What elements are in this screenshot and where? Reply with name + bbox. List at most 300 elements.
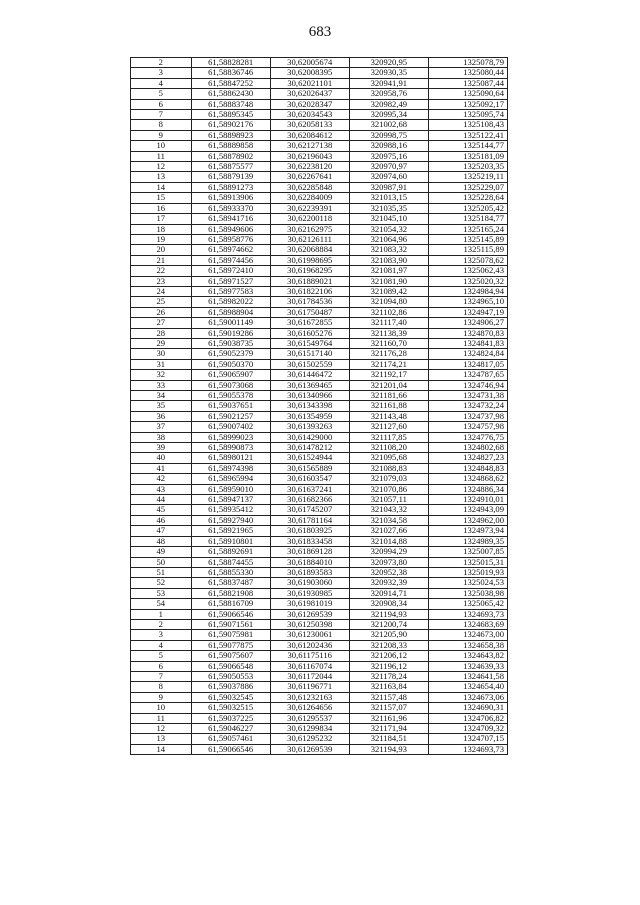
x-coordinate-cell: 320998,75	[349, 130, 428, 140]
longitude-cell: 30,61672855	[270, 318, 349, 328]
point-number-cell: 49	[131, 547, 192, 557]
longitude-cell: 30,61269539	[270, 744, 349, 754]
x-coordinate-cell: 321089,42	[349, 286, 428, 296]
point-number-cell: 51	[131, 567, 192, 577]
y-coordinate-cell: 1325087,44	[428, 78, 507, 88]
table-row	[131, 193, 508, 203]
y-coordinate-cell: 1325184,77	[428, 214, 507, 224]
x-coordinate-cell: 321102,86	[349, 307, 428, 317]
point-number-cell: 52	[131, 578, 192, 588]
longitude-cell: 30,61393263	[270, 422, 349, 432]
x-coordinate-cell: 321200,74	[349, 619, 428, 629]
x-coordinate-cell: 320995,34	[349, 110, 428, 120]
point-number-cell: 23	[131, 276, 192, 286]
longitude-cell: 30,61784536	[270, 297, 349, 307]
latitude-cell: 61,59019286	[191, 328, 270, 338]
y-coordinate-cell: 1325038,98	[428, 588, 507, 598]
longitude-cell: 30,61549764	[270, 338, 349, 348]
point-number-cell: 10	[131, 703, 192, 713]
latitude-cell: 61,58910801	[191, 536, 270, 546]
y-coordinate-cell: 1325092,17	[428, 99, 507, 109]
longitude-cell: 30,61565889	[270, 463, 349, 473]
latitude-cell: 61,58828281	[191, 58, 270, 68]
table-row	[131, 224, 508, 234]
table-row	[131, 162, 508, 172]
table-row	[131, 557, 508, 567]
y-coordinate-cell: 1324683,69	[428, 619, 507, 629]
point-number-cell: 29	[131, 338, 192, 348]
y-coordinate-cell: 1324943,09	[428, 505, 507, 515]
point-number-cell: 1	[131, 609, 192, 619]
y-coordinate-cell: 1324707,15	[428, 734, 507, 744]
table-row	[131, 724, 508, 734]
page-number: 683	[308, 24, 332, 40]
longitude-cell: 30,61869128	[270, 547, 349, 557]
point-number-cell: 8	[131, 682, 192, 692]
table-row	[131, 255, 508, 265]
x-coordinate-cell: 321081,97	[349, 266, 428, 276]
point-number-cell: 5	[131, 89, 192, 99]
x-coordinate-cell: 321108,20	[349, 443, 428, 453]
latitude-cell: 61,58862430	[191, 89, 270, 99]
y-coordinate-cell: 1324654,40	[428, 682, 507, 692]
table-row	[131, 609, 508, 619]
point-number-cell: 45	[131, 505, 192, 515]
x-coordinate-cell: 320982,49	[349, 99, 428, 109]
latitude-cell: 61,58949606	[191, 224, 270, 234]
x-coordinate-cell: 321088,83	[349, 463, 428, 473]
point-number-cell: 22	[131, 266, 192, 276]
latitude-cell: 61,58816709	[191, 599, 270, 609]
x-coordinate-cell: 320958,76	[349, 89, 428, 99]
table-row	[131, 505, 508, 515]
latitude-cell: 61,59073068	[191, 380, 270, 390]
longitude-cell: 30,61264656	[270, 703, 349, 713]
point-number-cell: 16	[131, 203, 192, 213]
latitude-cell: 61,58947137	[191, 495, 270, 505]
point-number-cell: 26	[131, 307, 192, 317]
longitude-cell: 30,61196771	[270, 682, 349, 692]
y-coordinate-cell: 1325122,41	[428, 130, 507, 140]
longitude-cell: 30,61524944	[270, 453, 349, 463]
latitude-cell: 61,58875577	[191, 162, 270, 172]
x-coordinate-cell: 321064,96	[349, 234, 428, 244]
latitude-cell: 61,58972410	[191, 266, 270, 276]
longitude-cell: 30,61998695	[270, 255, 349, 265]
y-coordinate-cell: 1324746,94	[428, 380, 507, 390]
y-coordinate-cell: 1325205,42	[428, 203, 507, 213]
x-coordinate-cell: 320920,95	[349, 58, 428, 68]
latitude-cell: 61,59050553	[191, 671, 270, 681]
point-number-cell: 10	[131, 141, 192, 151]
longitude-cell: 30,61803925	[270, 526, 349, 536]
x-coordinate-cell: 321208,33	[349, 640, 428, 650]
latitude-cell: 61,58941716	[191, 214, 270, 224]
point-number-cell: 46	[131, 515, 192, 525]
table-row	[131, 578, 508, 588]
table-row	[131, 536, 508, 546]
y-coordinate-cell: 1324737,98	[428, 411, 507, 421]
longitude-cell: 30,61369465	[270, 380, 349, 390]
latitude-cell: 61,59021257	[191, 411, 270, 421]
latitude-cell: 61,59075607	[191, 651, 270, 661]
latitude-cell: 61,59057461	[191, 734, 270, 744]
longitude-cell: 30,62008395	[270, 68, 349, 78]
point-number-cell: 20	[131, 245, 192, 255]
latitude-cell: 61,58959010	[191, 484, 270, 494]
point-number-cell: 47	[131, 526, 192, 536]
table-row	[131, 692, 508, 702]
x-coordinate-cell: 321143,48	[349, 411, 428, 421]
x-coordinate-cell: 320973,80	[349, 557, 428, 567]
table-row	[131, 380, 508, 390]
y-coordinate-cell: 1324673,00	[428, 630, 507, 640]
table-row	[131, 203, 508, 213]
table-row	[131, 297, 508, 307]
point-number-cell: 9	[131, 130, 192, 140]
point-number-cell: 48	[131, 536, 192, 546]
longitude-cell: 30,61893583	[270, 567, 349, 577]
latitude-cell: 61,58895345	[191, 110, 270, 120]
x-coordinate-cell: 320941,91	[349, 78, 428, 88]
y-coordinate-cell: 1325108,43	[428, 120, 507, 130]
latitude-cell: 61,58898923	[191, 130, 270, 140]
latitude-cell: 61,59037886	[191, 682, 270, 692]
table-row	[131, 266, 508, 276]
table-row	[131, 443, 508, 453]
latitude-cell: 61,58821908	[191, 588, 270, 598]
x-coordinate-cell: 320908,34	[349, 599, 428, 609]
longitude-cell: 30,61340966	[270, 391, 349, 401]
x-coordinate-cell: 321014,88	[349, 536, 428, 546]
longitude-cell: 30,61781164	[270, 515, 349, 525]
point-number-cell: 11	[131, 151, 192, 161]
point-number-cell: 32	[131, 370, 192, 380]
longitude-cell: 30,61167074	[270, 661, 349, 671]
table-row	[131, 671, 508, 681]
longitude-cell: 30,62284009	[270, 193, 349, 203]
longitude-cell: 30,61968295	[270, 266, 349, 276]
latitude-cell: 61,59055378	[191, 391, 270, 401]
x-coordinate-cell: 320970,97	[349, 162, 428, 172]
x-coordinate-cell: 321192,17	[349, 370, 428, 380]
longitude-cell: 30,61930985	[270, 588, 349, 598]
y-coordinate-cell: 1325115,89	[428, 245, 507, 255]
x-coordinate-cell: 321002,68	[349, 120, 428, 130]
y-coordinate-cell: 1324673,06	[428, 692, 507, 702]
longitude-cell: 30,61889021	[270, 276, 349, 286]
table-row	[131, 588, 508, 598]
point-number-cell: 6	[131, 99, 192, 109]
x-coordinate-cell: 321045,10	[349, 214, 428, 224]
y-coordinate-cell: 1324658,38	[428, 640, 507, 650]
x-coordinate-cell: 321079,03	[349, 474, 428, 484]
x-coordinate-cell: 321181,66	[349, 391, 428, 401]
x-coordinate-cell: 321206,12	[349, 651, 428, 661]
latitude-cell: 61,58889858	[191, 141, 270, 151]
latitude-cell: 61,58974456	[191, 255, 270, 265]
x-coordinate-cell: 320932,39	[349, 578, 428, 588]
y-coordinate-cell: 1324965,10	[428, 297, 507, 307]
x-coordinate-cell: 321157,48	[349, 692, 428, 702]
longitude-cell: 30,61172044	[270, 671, 349, 681]
point-number-cell: 5	[131, 651, 192, 661]
latitude-cell: 61,58855330	[191, 567, 270, 577]
y-coordinate-cell: 1325095,74	[428, 110, 507, 120]
x-coordinate-cell: 321127,60	[349, 422, 428, 432]
table-row	[131, 68, 508, 78]
table-row	[131, 307, 508, 317]
y-coordinate-cell: 1325078,79	[428, 58, 507, 68]
latitude-cell: 61,58837487	[191, 578, 270, 588]
latitude-cell: 61,58902176	[191, 120, 270, 130]
x-coordinate-cell: 320914,71	[349, 588, 428, 598]
longitude-cell: 30,61175116	[270, 651, 349, 661]
y-coordinate-cell: 1324643,82	[428, 651, 507, 661]
y-coordinate-cell: 1324731,38	[428, 391, 507, 401]
latitude-cell: 61,58988904	[191, 307, 270, 317]
table-row	[131, 526, 508, 536]
point-number-cell: 13	[131, 172, 192, 182]
x-coordinate-cell: 321057,11	[349, 495, 428, 505]
point-number-cell: 24	[131, 286, 192, 296]
y-coordinate-cell: 1324690,31	[428, 703, 507, 713]
longitude-cell: 30,62126111	[270, 234, 349, 244]
table-row	[131, 567, 508, 577]
point-number-cell: 50	[131, 557, 192, 567]
point-number-cell: 38	[131, 432, 192, 442]
x-coordinate-cell: 321205,90	[349, 630, 428, 640]
latitude-cell: 61,59032545	[191, 692, 270, 702]
longitude-cell: 30,62084612	[270, 130, 349, 140]
y-coordinate-cell: 1324706,82	[428, 713, 507, 723]
latitude-cell: 61,59071561	[191, 619, 270, 629]
latitude-cell: 61,58974662	[191, 245, 270, 255]
table-row	[131, 78, 508, 88]
longitude-cell: 30,61295232	[270, 734, 349, 744]
point-number-cell: 34	[131, 391, 192, 401]
longitude-cell: 30,62200118	[270, 214, 349, 224]
latitude-cell: 61,58974398	[191, 463, 270, 473]
y-coordinate-cell: 1324870,83	[428, 328, 507, 338]
y-coordinate-cell: 1324693,73	[428, 744, 507, 754]
latitude-cell: 61,58913906	[191, 193, 270, 203]
latitude-cell: 61,58891273	[191, 182, 270, 192]
point-number-cell: 36	[131, 411, 192, 421]
latitude-cell: 61,59066546	[191, 744, 270, 754]
x-coordinate-cell: 320988,16	[349, 141, 428, 151]
longitude-cell: 30,61637241	[270, 484, 349, 494]
table-row	[131, 151, 508, 161]
point-number-cell: 44	[131, 495, 192, 505]
y-coordinate-cell: 1325062,43	[428, 266, 507, 276]
y-coordinate-cell: 1324732,24	[428, 401, 507, 411]
x-coordinate-cell: 321176,28	[349, 349, 428, 359]
point-number-cell: 13	[131, 734, 192, 744]
longitude-cell: 30,61833458	[270, 536, 349, 546]
latitude-cell: 61,59038735	[191, 338, 270, 348]
point-number-cell: 9	[131, 692, 192, 702]
point-number-cell: 53	[131, 588, 192, 598]
table-row	[131, 515, 508, 525]
table-row	[131, 744, 508, 754]
longitude-cell: 30,61745207	[270, 505, 349, 515]
x-coordinate-cell: 321196,12	[349, 661, 428, 671]
coordinates-table-body	[131, 58, 508, 755]
y-coordinate-cell: 1325229,07	[428, 182, 507, 192]
y-coordinate-cell: 1325015,31	[428, 557, 507, 567]
longitude-cell: 30,61295537	[270, 713, 349, 723]
table-row	[131, 141, 508, 151]
x-coordinate-cell: 321157,07	[349, 703, 428, 713]
x-coordinate-cell: 321161,88	[349, 401, 428, 411]
table-row	[131, 370, 508, 380]
point-number-cell: 4	[131, 640, 192, 650]
latitude-cell: 61,59066548	[191, 661, 270, 671]
longitude-cell: 30,61299834	[270, 724, 349, 734]
y-coordinate-cell: 1325078,62	[428, 255, 507, 265]
longitude-cell: 30,62026437	[270, 89, 349, 99]
latitude-cell: 61,58958776	[191, 234, 270, 244]
table-row	[131, 99, 508, 109]
y-coordinate-cell: 1324906,27	[428, 318, 507, 328]
x-coordinate-cell: 321081,90	[349, 276, 428, 286]
x-coordinate-cell: 321184,51	[349, 734, 428, 744]
y-coordinate-cell: 1324841,83	[428, 338, 507, 348]
longitude-cell: 30,62162975	[270, 224, 349, 234]
point-number-cell: 41	[131, 463, 192, 473]
y-coordinate-cell: 1324787,65	[428, 370, 507, 380]
point-number-cell: 12	[131, 162, 192, 172]
table-row	[131, 245, 508, 255]
table-row	[131, 682, 508, 692]
x-coordinate-cell: 320974,60	[349, 172, 428, 182]
latitude-cell: 61,58874455	[191, 557, 270, 567]
latitude-cell: 61,58847252	[191, 78, 270, 88]
x-coordinate-cell: 321095,68	[349, 453, 428, 463]
table-row	[131, 495, 508, 505]
point-number-cell: 27	[131, 318, 192, 328]
table-row	[131, 130, 508, 140]
table-row	[131, 432, 508, 442]
latitude-cell: 61,58927940	[191, 515, 270, 525]
latitude-cell: 61,58879139	[191, 172, 270, 182]
x-coordinate-cell: 321035,35	[349, 203, 428, 213]
latitude-cell: 61,59007402	[191, 422, 270, 432]
point-number-cell: 42	[131, 474, 192, 484]
point-number-cell: 3	[131, 630, 192, 640]
x-coordinate-cell: 321034,58	[349, 515, 428, 525]
latitude-cell: 61,59046227	[191, 724, 270, 734]
longitude-cell: 30,61603547	[270, 474, 349, 484]
table-row	[131, 349, 508, 359]
longitude-cell: 30,61605276	[270, 328, 349, 338]
point-number-cell: 15	[131, 193, 192, 203]
latitude-cell: 61,58836746	[191, 68, 270, 78]
y-coordinate-cell: 1325080,44	[428, 68, 507, 78]
longitude-cell: 30,61884010	[270, 557, 349, 567]
longitude-cell: 30,62239391	[270, 203, 349, 213]
y-coordinate-cell: 1325181,09	[428, 151, 507, 161]
x-coordinate-cell: 321117,40	[349, 318, 428, 328]
longitude-cell: 30,61343398	[270, 401, 349, 411]
longitude-cell: 30,62028347	[270, 99, 349, 109]
y-coordinate-cell: 1324827,23	[428, 453, 507, 463]
x-coordinate-cell: 321201,04	[349, 380, 428, 390]
latitude-cell: 61,58999023	[191, 432, 270, 442]
latitude-cell: 61,58892691	[191, 547, 270, 557]
x-coordinate-cell: 321083,90	[349, 255, 428, 265]
y-coordinate-cell: 1325090,64	[428, 89, 507, 99]
point-number-cell: 4	[131, 78, 192, 88]
table-row	[131, 661, 508, 671]
point-number-cell: 8	[131, 120, 192, 130]
table-row	[131, 120, 508, 130]
longitude-cell: 30,61230061	[270, 630, 349, 640]
latitude-cell: 61,59037225	[191, 713, 270, 723]
point-number-cell: 17	[131, 214, 192, 224]
y-coordinate-cell: 1325145,89	[428, 234, 507, 244]
point-number-cell: 25	[131, 297, 192, 307]
y-coordinate-cell: 1324641,58	[428, 671, 507, 681]
table-row	[131, 630, 508, 640]
latitude-cell: 61,58977583	[191, 286, 270, 296]
latitude-cell: 61,59066546	[191, 609, 270, 619]
point-number-cell: 54	[131, 599, 192, 609]
latitude-cell: 61,59001149	[191, 318, 270, 328]
table-row	[131, 359, 508, 369]
table-row	[131, 172, 508, 182]
latitude-cell: 61,59065907	[191, 370, 270, 380]
table-row	[131, 89, 508, 99]
table-row	[131, 651, 508, 661]
y-coordinate-cell: 1324973,94	[428, 526, 507, 536]
x-coordinate-cell: 321083,32	[349, 245, 428, 255]
latitude-cell: 61,58971527	[191, 276, 270, 286]
y-coordinate-cell: 1325219,11	[428, 172, 507, 182]
y-coordinate-cell: 1325165,24	[428, 224, 507, 234]
x-coordinate-cell: 320987,91	[349, 182, 428, 192]
table-row	[131, 182, 508, 192]
point-number-cell: 43	[131, 484, 192, 494]
point-number-cell: 40	[131, 453, 192, 463]
table-row	[131, 286, 508, 296]
longitude-cell: 30,62285848	[270, 182, 349, 192]
x-coordinate-cell: 321194,93	[349, 609, 428, 619]
x-coordinate-cell: 321117,85	[349, 432, 428, 442]
y-coordinate-cell: 1324868,62	[428, 474, 507, 484]
longitude-cell: 30,61822106	[270, 286, 349, 296]
latitude-cell: 61,58935412	[191, 505, 270, 515]
table-row	[131, 547, 508, 557]
y-coordinate-cell: 1325024,53	[428, 578, 507, 588]
latitude-cell: 61,59037651	[191, 401, 270, 411]
latitude-cell: 61,59077875	[191, 640, 270, 650]
longitude-cell: 30,61517140	[270, 349, 349, 359]
latitude-cell: 61,58921965	[191, 526, 270, 536]
longitude-cell: 30,62005674	[270, 58, 349, 68]
latitude-cell: 61,58883748	[191, 99, 270, 109]
table-row	[131, 422, 508, 432]
latitude-cell: 61,58933370	[191, 203, 270, 213]
y-coordinate-cell: 1324802,68	[428, 443, 507, 453]
point-number-cell: 33	[131, 380, 192, 390]
x-coordinate-cell: 321174,21	[349, 359, 428, 369]
longitude-cell: 30,62068884	[270, 245, 349, 255]
x-coordinate-cell: 321027,66	[349, 526, 428, 536]
point-number-cell: 6	[131, 661, 192, 671]
x-coordinate-cell: 321161,96	[349, 713, 428, 723]
